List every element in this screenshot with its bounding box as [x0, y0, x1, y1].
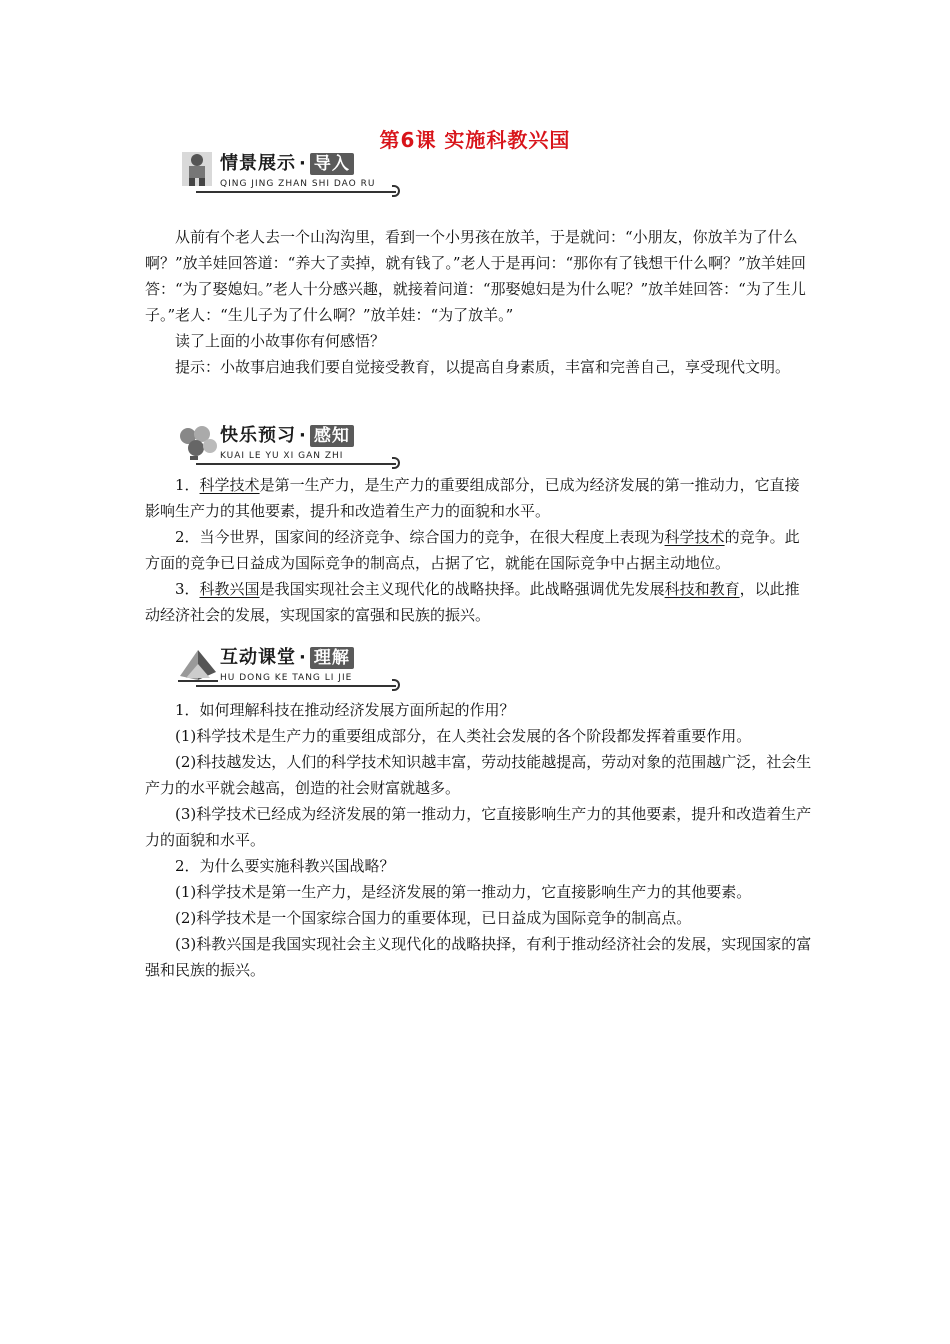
question-1: 1．如何理解科技在推动经济发展方面所起的作用？ — [175, 701, 515, 719]
underlined-answer: 科学技术 — [664, 528, 725, 546]
answer-2-3: (3)科教兴国是我国实现社会主义现代化的战略抉择，有利于推动经济社会的发展，实现国家的富强和民族的振兴。 — [145, 935, 812, 979]
preview-point-1 — [145, 472, 813, 524]
section-banner-preview — [176, 422, 396, 468]
section-tag: 导入 — [310, 153, 354, 175]
answer-1-3: (3)科学技术已经成为经济发展的第一推动力，它直接影响生产力的其他要素，提升和改造着生产力的面貌和水平。 — [145, 805, 812, 849]
point-number: 3． — [175, 580, 200, 598]
preview-point-2 — [145, 524, 813, 576]
section-pinyin: QING JING ZHAN SHI DAO RU — [220, 179, 376, 189]
point-text: 2．当今世界，国家间的经济竞争、综合国力的竞争，在很大程度上表现为 — [175, 528, 665, 546]
hint-paragraph: 提示：小故事启迪我们要自觉接受教育，以提高自身素质，丰富和完善自己，享受现代文明。 — [175, 358, 791, 376]
question-2: 2．为什么要实施科教兴国战略？ — [175, 857, 395, 875]
story-paragraph: 从前有个老人去一个山沟沟里，看到一个小男孩在放羊，于是就问：“小朋友，你放羊为了什么啊？”放羊娃回答道：“养大了卖掉，就有钱了。”老人于是再问：“那你有了钱想干什么啊？”放羊娃回答：“为了娶媳妇。”老人十分感兴趣，就接着问道：“那娶媳妇是为什么呢？”放羊娃回答：“为了生儿子。”老人：“生儿子为了什么啊？”放羊娃：“为了放羊。” — [145, 228, 806, 324]
underlined-answer: 科学技术 — [199, 476, 260, 494]
answer-2-1: (1)科学技术是第一生产力，是经济发展的第一推动力，它直接影响生产力的其他要素。 — [175, 883, 752, 901]
preview-text — [145, 472, 813, 628]
point-text: 是我国实现社会主义现代化的战略抉择。此战略强调优先发展 — [259, 580, 665, 598]
section-heading — [220, 647, 354, 669]
section-pinyin: KUAI LE YU XI GAN ZHI — [220, 451, 344, 461]
section-banner-class — [176, 644, 396, 690]
point-number: 1． — [175, 476, 200, 494]
point-text: ，以此推动经济社会的发展，实现国家的富强和民族的振兴。 — [145, 580, 800, 624]
section-heading-dot: · — [299, 153, 307, 174]
section-rule — [196, 191, 396, 193]
answer-1-1: (1)科学技术是生产力的重要组成部分，在人类社会发展的各个阶段都发挥着重要作用。 — [175, 727, 752, 745]
section-banner-intro — [176, 150, 396, 196]
class-text — [145, 697, 813, 983]
section-heading-dot: · — [299, 647, 307, 668]
underlined-answer: 科教兴国 — [199, 580, 260, 598]
point-text: 的竞争。此方面的竞争已日益成为国际竞争的制高点，占据了它，就能在国际竞争中占据主动地位。 — [145, 528, 800, 572]
section-pinyin: HU DONG KE TANG LI JIE — [220, 673, 353, 683]
book-icon — [176, 644, 220, 684]
section-rule — [196, 463, 396, 465]
section-heading-text: 快乐预习 — [220, 425, 296, 446]
section-tag: 理解 — [310, 647, 354, 669]
answer-2-2: (2)科学技术是一个国家综合国力的重要体现，已日益成为国际竞争的制高点。 — [175, 909, 692, 927]
section-heading-text: 互动课堂 — [220, 647, 296, 668]
preview-point-3 — [145, 576, 813, 628]
lesson-title: 第6课 实施科教兴国 — [379, 128, 571, 152]
section-heading — [220, 153, 354, 175]
section-tag: 感知 — [310, 425, 354, 447]
section-rule — [196, 685, 396, 687]
section-heading-text: 情景展示 — [220, 153, 296, 174]
puzzle-icon — [176, 422, 220, 462]
question-paragraph: 读了上面的小故事你有何感悟？ — [175, 332, 386, 350]
point-text: 是第一生产力，是生产力的重要组成部分，已成为经济发展的第一推动力，它直接影响生产力的其他要素，提升和改造着生产力的面貌和水平。 — [145, 476, 800, 520]
section-heading-dot: · — [299, 425, 307, 446]
intro-text — [145, 224, 813, 380]
answer-1-2: (2)科技越发达，人们的科学技术知识越丰富，劳动技能越提高，劳动对象的范围越广泛，社会生产力的水平就会越高，创造的社会财富就越多。 — [145, 753, 812, 797]
section-heading — [220, 425, 354, 447]
underlined-answer: 科技和教育 — [664, 580, 740, 598]
person-icon — [176, 150, 220, 190]
